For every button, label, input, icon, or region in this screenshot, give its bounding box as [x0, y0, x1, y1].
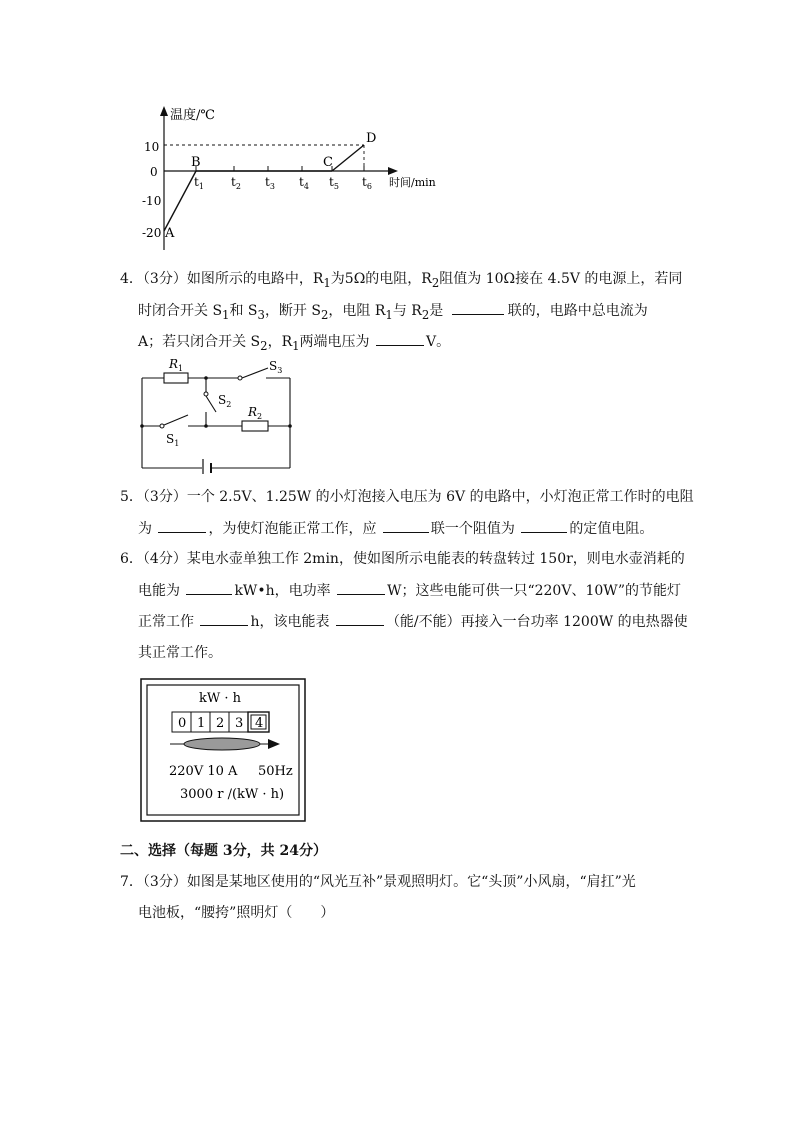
- q6-line-4: 其正常工作。: [138, 645, 222, 661]
- answer-blank[interactable]: [186, 580, 232, 595]
- svg-text:S2: $S_2$: [218, 393, 232, 409]
- meter-rate: 3000 r /(kW · h): [180, 787, 285, 802]
- svg-text:4: 4: [255, 716, 264, 731]
- svg-text:t4: $t_4$: [299, 175, 309, 191]
- y-tick-minus20: -20: [142, 226, 162, 240]
- y-axis-label: 温度/℃: [170, 108, 215, 123]
- junction-dot: [204, 376, 208, 380]
- answer-blank[interactable]: [521, 518, 567, 533]
- answer-blank[interactable]: [336, 611, 384, 626]
- svg-text:2: 2: [216, 716, 225, 731]
- svg-text:S3: $S_3$: [269, 359, 283, 375]
- svg-text:t5: $t_5$: [329, 175, 339, 191]
- x-axis-label: 时间/min: [389, 176, 436, 189]
- q4-line-3: A；若只闭合开关 $S_2$，$R_1$两端电压为 V。: [138, 331, 450, 356]
- q7-line-2: 电池板，“腰挎”照明灯（ ）: [138, 905, 335, 921]
- junction-dot: [204, 424, 208, 428]
- answer-blank[interactable]: [158, 518, 206, 533]
- y-tick-minus10: -10: [142, 194, 162, 208]
- resistor-r1: [164, 373, 188, 383]
- electricity-meter: [140, 678, 306, 822]
- switch-s1-contact: [160, 424, 164, 428]
- junction-dot: [140, 424, 144, 428]
- switch-s3: [242, 368, 268, 378]
- answer-blank[interactable]: [383, 518, 429, 533]
- svg-text:t6: $t_6$: [362, 175, 372, 191]
- q6-line-3: 正常工作 h，该电能表 （能/不能）再接入一台功率 1200W 的电热器使: [138, 611, 688, 632]
- switch-s2: [206, 396, 216, 412]
- svg-text:0: 0: [178, 716, 187, 731]
- section-2-title: 二、选择（每题 3分，共 24分）: [120, 843, 327, 859]
- temperature-time-graph: [130, 100, 450, 255]
- svg-text:t3: $t_3$: [265, 175, 275, 191]
- rotating-disc: [184, 738, 260, 750]
- x-tick-labels: [194, 175, 372, 191]
- junction-dot: [288, 424, 292, 428]
- x-axis-arrow: [388, 167, 398, 175]
- q6-line-1: 6．（4分）某电水壶单独工作 2min，使如图所示电能表的转盘转过 150r，则电水壶消耗的: [120, 551, 685, 567]
- answer-blank[interactable]: [452, 300, 504, 315]
- y-tick-10: 10: [144, 140, 160, 154]
- meter-unit: kW · h: [199, 691, 242, 706]
- q4-line-1: 4．（3分）如图所示的电路中，$R_1$为5Ω的电阻，$R_2$阻值为 10Ω接在 4.5V 的电源上，若同: [120, 271, 683, 290]
- svg-text:3: 3: [235, 716, 244, 731]
- meter-specs-left: 220V 10 A: [169, 764, 238, 779]
- y-axis-arrow: [160, 106, 168, 116]
- svg-text:R1: $R_1$: [169, 357, 184, 373]
- circuit-diagram: [130, 352, 310, 474]
- switch-s1: [164, 415, 188, 425]
- segment-cd: [332, 145, 364, 171]
- answer-blank[interactable]: [200, 611, 248, 626]
- q5-line-1: 5．（3分）一个 2.5V、1.25W 的小灯泡接入电压为 6V 的电路中，小灯泡正常工作时的电阻: [120, 489, 694, 505]
- svg-text:t1: $t_1$: [194, 175, 204, 191]
- answer-blank[interactable]: [337, 580, 385, 595]
- point-label-b: B: [191, 155, 201, 170]
- point-label-a: A: [165, 226, 175, 241]
- switch-s3-contact: [238, 376, 242, 380]
- x-ticks: [196, 166, 364, 171]
- meter-specs-right: 50Hz: [258, 764, 293, 779]
- resistor-r2: [242, 421, 268, 431]
- y-tick-0: 0: [150, 165, 158, 179]
- q4-line-2: 时闭合开关 $S_1$和 $S_3$，断开 $S_2$，电阻 $R_1$与 $R_2$是 联的，电路中总电流为: [138, 300, 648, 325]
- svg-text:1: 1: [197, 716, 206, 731]
- q7-line-1: 7．（3分）如图是某地区使用的“风光互补”景观照明灯。它“头顶”小风扇，“肩扛”光: [120, 874, 636, 890]
- q5-line-2: 为 ，为使灯泡能正常工作，应 联一个阻值为 的定值电阻。: [138, 518, 653, 539]
- svg-text:t2: $t_2$: [231, 175, 241, 191]
- segment-ab: [164, 171, 196, 231]
- svg-text:S1: $S_1$: [166, 432, 180, 448]
- switch-s2-contact: [204, 392, 208, 396]
- svg-text:R2: $R_2$: [248, 405, 263, 421]
- point-label-d: D: [366, 131, 377, 146]
- answer-blank[interactable]: [376, 331, 424, 346]
- point-label-c: C: [323, 155, 333, 170]
- q6-line-2: 电能为 kW•h，电功率 W；这些电能可供一只“220V、10W”的节能灯: [138, 580, 681, 601]
